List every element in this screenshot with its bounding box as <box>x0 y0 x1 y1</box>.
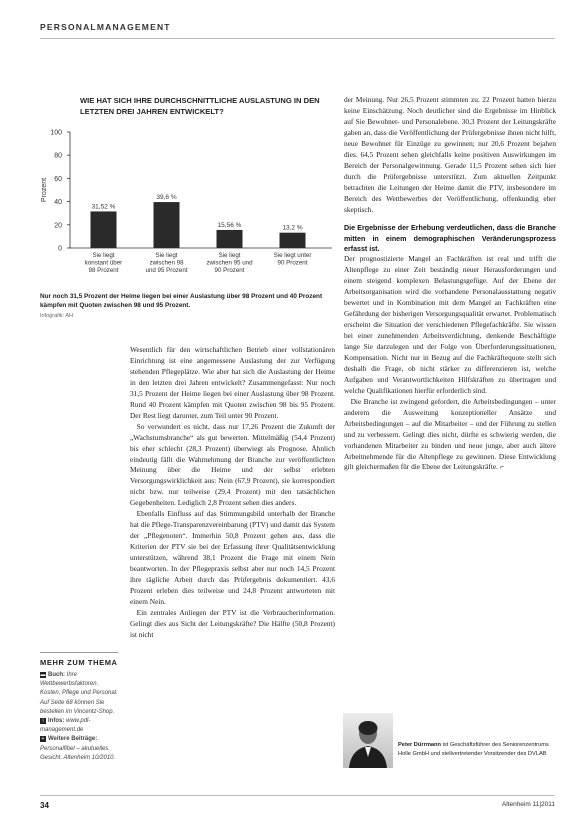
paragraph: Die Branche ist zwingend gefordert, die Arbeitsbedingungen – unter anderem die Ausweitung konzeptioneller Ansätze und Arbeitsbedingungen – auf die Mitarbeiter – und der Führung zu stellen und zu verbessern. Gelingt dies nicht, dürfte es schwierig werden, die vorhandenen Mitarbeiter zu binden und neue junge, aber auch ältere Arbeitnehmende für die Altenpflege zu gewinnen. Diese Entwicklung gilt gleichermaßen für die Ebene der Leitungskräfte. ⌐ <box>344 396 556 472</box>
author-info <box>398 741 556 758</box>
page-number: 34 <box>40 801 49 810</box>
y-tick-label: 20 <box>54 222 62 230</box>
column-2-top <box>344 95 556 215</box>
category-label: 90 Prozent <box>214 267 245 275</box>
category-label: Sie liegt <box>155 252 178 259</box>
sidebar-item-info-text: www.pdl-management.de <box>40 718 91 734</box>
category-label: zwischen 98 <box>149 259 184 267</box>
article-column-2 <box>344 95 556 474</box>
sidebar-title: MEHR ZUM THEMA <box>40 658 118 667</box>
bar-chart <box>36 124 336 290</box>
bar <box>280 233 306 248</box>
chart-credit: Infografik: AH <box>40 313 74 319</box>
sidebar-divider <box>40 652 118 653</box>
y-tick-label: 100 <box>50 129 62 137</box>
sidebar-item-more-label: Weitere Beiträge: <box>48 736 98 743</box>
bar <box>217 230 243 248</box>
footer-divider <box>40 795 555 796</box>
paragraph: Ebenfalls Einfluss auf das Stimmungsbild unterhalb der Branche hat die Pflege-Transparenzvereinbarung (PTV) und damit das System der „Pflegenoten“. Immerhin 50,8 Prozent gehen aus, dass die Kriterien der PTV sie bei der Erfassung ihrer Qualitätsentwicklung unterstützen, während 38,1 Prozent die Frage mit einem Nein beantworten. In der Pflegepraxis selbst aber nur noch 14,5 Prozent ihre tägliche Arbeit durch das Prüfergebnis dokumentiert. 43,6 Prozent erleben dies teilweise und 24,8 Prozent antworteten mit einem Nein. <box>130 509 335 606</box>
paragraph: Wesentlich für den wirtschaftlichen Betrieb einer vollstationären Einrichtung ist eine angemessene Auslastung der zur Verfügung stehenden Pflegeplätze. Wie aber hat sich die Auslastung der Heime in den letzten drei Jahren entwickelt? Zusammengefasst: Nur noch 31,5 Prozent der Heime liegen bei einer Auslastung über 98 Prozent. Rund 40 Prozent kämpfen mit Quoten zwischen 98 bis 95 Prozent. Der Rest liegt darunter, zum Teil unter 90 Prozent. <box>130 345 335 420</box>
sidebar-item-info[interactable] <box>40 717 118 735</box>
sidebar-item-book-label: Buch: <box>48 672 65 678</box>
y-tick-label: 80 <box>54 152 62 160</box>
y-axis-label: Prozent <box>41 177 48 203</box>
sidebar-item-info-label: Infos: <box>48 718 65 725</box>
header-divider <box>40 38 555 39</box>
info-icon: i <box>40 718 46 724</box>
paragraph: Ein zentrales Anliegen der PTV ist die Verbraucherinformation. Gelingt dies aus Sicht der Leitungskräfte? Die Hälfte (50,8 Prozent) ist nicht <box>130 607 335 639</box>
sidebar-item-more <box>40 735 118 763</box>
category-label: 90 Prozent <box>277 259 308 267</box>
paragraph: So verwundert es nicht, dass nur 17,26 Prozent die Zukunft der „Wachstumsbranche“ als gut bewerten. Mittelmäßig (54,4 Prozent) bis eher schlecht (28,3 Prozent) überwiegt als Prognose. Ähnlich eindeutig fällt die Wahrnehmung der Branche zur veröffentlichten Meinung über die Heime und der selbst erlebten Versorgungswirklichkeit aus: Nein (67,9 Prozent), sie korrespondiert nicht bzw. nur teilweise (29,4 Prozent) mit den tatsächlichen Gegebenheiten. Lediglich 2,8 Prozent sehen dies anders. <box>130 421 335 508</box>
section-header: PERSONALMANAGEMENT <box>40 22 171 32</box>
category-label: Sie liegt unter <box>273 252 312 259</box>
column-2-bottom <box>344 254 556 474</box>
category-label: 98 Prozent <box>88 267 119 275</box>
sidebar-item-book <box>40 671 118 717</box>
data-label: 31,52 % <box>91 203 116 211</box>
author-name: Peter Dürrmann <box>398 742 441 748</box>
magazine-issue: Altenheim 11|2011 <box>501 801 555 808</box>
plus-icon: + <box>41 736 45 743</box>
chart-title: WIE HAT SICH IHRE DURCHSCHNITTLICHE AUSLASTUNG IN DEN LETZTEN DREI JAHREN ENTWICKELT? <box>80 96 320 116</box>
category-label: und 95 Prozent <box>145 267 188 275</box>
category-label: Sie liegt <box>92 252 115 259</box>
chart-caption: Nur noch 31,5 Prozent der Heime liegen bei einer Auslastung über 98 Prozent und 40 Prozent kämpfen mit Quoten zwischen 98 und 95 Prozent. <box>40 293 323 309</box>
book-icon: ▬ <box>40 672 46 678</box>
paragraph: Der prognostizierte Mangel an Fachkräften ist real und trifft die Altenpflege zu einer Zeit beständig neuer Herausforderungen und einem steigend komplexen Belastungsgefüge. Auf der Ebene der Arbeitsorganisation wird die vorhandene Personalausstattung negativ bewertet und in Kombination mit dem Mangel an Fachkräften eine Gefährdung der bisherigen Versorgungsqualität erwartet. Problematisch erscheint die Situation der verschiedenen Pflegefachkräfte. Sie wissen bei einer zunehmenden Arbeitsverdichtung, denkende Beschäftigte lange Sie darzulegen und der Folge von Überforderungssituationen, Kompensation. Nicht nur in Bezug auf die Fachkräftequote stellt sich deshalb die Frage, ob nicht stärker zu differenzieren ist, welche Aufgaben und Verantwortlichkeiten Hilfskräften zu übertragen und welche Qualifikationen hierfür erforderlich sind. <box>344 254 556 395</box>
bar <box>154 202 180 248</box>
y-tick-label: 0 <box>58 245 62 253</box>
category-label: zwischen 95 und <box>206 259 253 267</box>
data-label: 39,6 % <box>156 194 177 202</box>
y-tick-label: 40 <box>54 199 62 207</box>
sidebar-item-more-text: Personalfibel – akutuelles Gesicht. Altenheim 10/2010. <box>40 745 116 761</box>
category-label: Sie liegt <box>218 252 241 259</box>
article-column-1 <box>130 345 335 641</box>
author-photo <box>343 713 393 768</box>
paragraph: der Meinung. Nur 26,5 Prozent stimmten zu. 22 Prozent hatten hierzu keine Einschätzung. Noch deutlicher sind die Ergebnisse im Hinblick auf Sie Bewohner- und Personalebene. 30,3 Prozent der Leitungskräfte gaben an, dass die Veröffentlichung der Prüfergebnisse ihnen nicht hilft, neue Bewohner für Einzüge zu gewinnen; nur 20,6 Prozent bejahen dies. 64,5 Prozent sehen gleichfalls keine positiven Auswirkungen im Bereich der Personalgewinnung. Gerade 11,5 Prozent sehen sich hier durch die Prüfergebnisse unterstützt. Zum aktuellen Zeitpunkt betrachten die Leitungen der Heime damit die PTV, insbesondere im Bereich des Wettbewerbes der Veröffentlichung, offenkundig eher skeptisch. <box>344 95 556 214</box>
data-label: 15,56 % <box>217 221 242 229</box>
sidebar-item-book-text: Ihre Wettbewerbsfaktoren. Kosten, Pflege und Personal. Auf Seite 68 können Sie bestellen im Vincentz-Shop. <box>40 672 118 715</box>
y-tick-label: 60 <box>54 175 62 183</box>
bar <box>91 211 117 248</box>
category-label: konstant über <box>84 259 123 267</box>
end-of-article-icon: ⌐ <box>497 464 504 472</box>
more-on-topic-box <box>40 652 118 763</box>
column-2-lead: Die Ergebnisse der Erhebung verdeutlichen, dass die Branche mitten in einem demographischen Veränderungsprozess erfasst ist. <box>344 224 556 254</box>
data-label: 13,2 % <box>282 224 303 232</box>
author-bio: ist Geschäftsführer des Seniorenzentrums Holle GmbH und stellvertretender Vorsitzender des DVLAB <box>398 742 549 757</box>
